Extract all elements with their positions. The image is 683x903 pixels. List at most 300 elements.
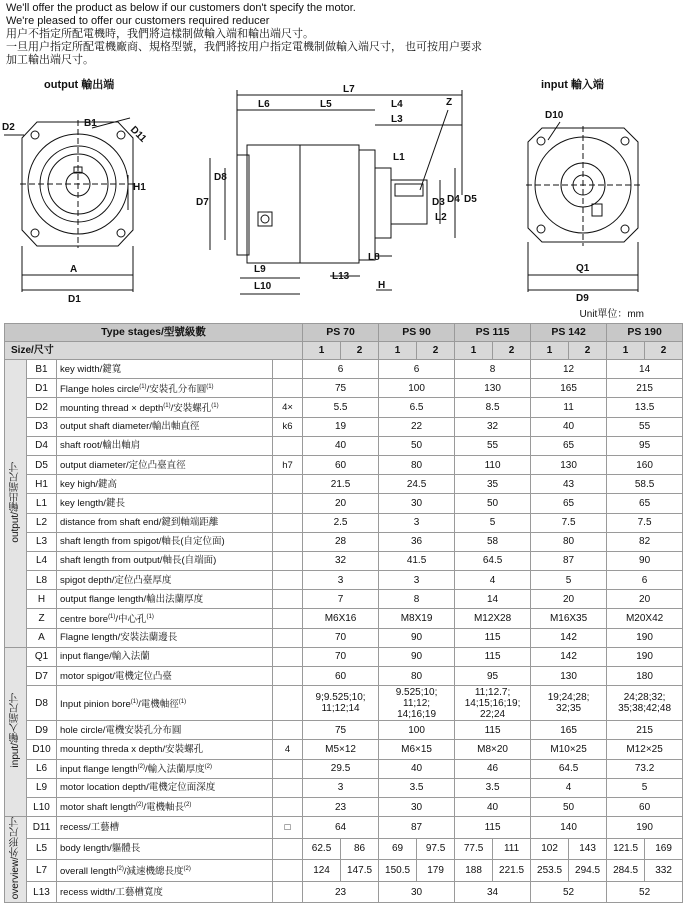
value-cell: M8×20 xyxy=(455,740,531,759)
description-text: distance from shaft end/鍵到軸端距離 xyxy=(60,517,219,529)
value-cell: 82 xyxy=(607,532,683,551)
param-modifier xyxy=(273,797,303,816)
value-cell: 97.5 xyxy=(417,838,455,860)
value-cell: 12 xyxy=(531,360,607,379)
value-cell: 115 xyxy=(455,817,531,839)
value-cell xyxy=(531,686,607,721)
value-cell: M5×12 xyxy=(303,740,379,759)
param-symbol: D5 xyxy=(27,455,57,474)
param-symbol: Q1 xyxy=(27,647,57,666)
table-row xyxy=(5,667,683,686)
value-cell: 90 xyxy=(607,551,683,570)
label-L8: L8 xyxy=(368,252,380,263)
footnote-mark: (2) xyxy=(136,802,144,809)
stage-header: 2 xyxy=(493,342,531,360)
value-cell: 6.5 xyxy=(379,398,455,417)
model-header: PS 70 xyxy=(303,324,379,342)
value-cell: 190 xyxy=(607,817,683,839)
param-modifier xyxy=(273,778,303,797)
description-text: motor location depth/電機定位面深度 xyxy=(60,782,216,794)
footnote-mark: (1) xyxy=(178,698,187,705)
value-cell: 23 xyxy=(303,881,379,903)
param-modifier xyxy=(273,721,303,740)
description-text: key width/鍵寬 xyxy=(60,363,122,375)
param-description xyxy=(57,475,273,494)
value-cell: 8 xyxy=(379,590,455,609)
description-text: output flange length/輸出法蘭厚度 xyxy=(60,593,204,605)
param-modifier xyxy=(273,838,303,860)
param-modifier xyxy=(273,551,303,570)
param-symbol: L4 xyxy=(27,551,57,570)
value-cell: 20 xyxy=(607,590,683,609)
label-L6: L6 xyxy=(258,99,270,110)
param-symbol: D2 xyxy=(27,398,57,417)
label-Q1: Q1 xyxy=(576,263,590,274)
table-row xyxy=(5,494,683,513)
description-text: recess/工藝槽 xyxy=(60,821,120,833)
value-cell: 29.5 xyxy=(303,759,379,778)
param-symbol: D1 xyxy=(27,379,57,398)
section-title: overview/外形尺寸 xyxy=(10,817,21,900)
label-L13: L13 xyxy=(332,271,350,282)
table-row xyxy=(5,571,683,590)
value-cell: 52 xyxy=(607,881,683,903)
value-cell: 50 xyxy=(455,494,531,513)
param-symbol: D3 xyxy=(27,417,57,436)
param-symbol: D4 xyxy=(27,436,57,455)
table-row xyxy=(5,417,683,436)
value-cell: 95 xyxy=(455,667,531,686)
value-cell: 60 xyxy=(303,455,379,474)
param-symbol: B1 xyxy=(27,360,57,379)
param-description xyxy=(57,513,273,532)
value-cell: 179 xyxy=(417,860,455,882)
intro-line: 用户不指定所配電機時，我們將這樣制做輸入端和輸出端尺寸。 xyxy=(6,28,314,40)
stage-header: 1 xyxy=(531,342,569,360)
footnote-mark: (1) xyxy=(146,613,154,620)
value-cell: 50 xyxy=(531,797,607,816)
value-cell: 169 xyxy=(645,838,683,860)
value-cell: 23 xyxy=(303,797,379,816)
value-cell: 5 xyxy=(607,778,683,797)
param-symbol: Z xyxy=(27,609,57,628)
table-row xyxy=(5,686,683,721)
param-symbol: L3 xyxy=(27,532,57,551)
label-D8: D8 xyxy=(214,172,227,183)
value-cell: 40 xyxy=(379,759,455,778)
label-H1: H1 xyxy=(133,182,146,193)
value-cell: 22 xyxy=(379,417,455,436)
label-D11: D11 xyxy=(127,124,149,145)
value-cell: 8.5 xyxy=(455,398,531,417)
param-description xyxy=(57,551,273,570)
param-symbol: L8 xyxy=(27,571,57,590)
param-description xyxy=(57,436,273,455)
description-text: motor shaft length xyxy=(60,802,137,814)
value-cell: 3.5 xyxy=(379,778,455,797)
table-row xyxy=(5,590,683,609)
intro-line: We're pleased to offer our customers required reducer xyxy=(6,15,270,27)
value-cell: 13.5 xyxy=(607,398,683,417)
value-cell: 58 xyxy=(455,532,531,551)
footnote-mark: (1) xyxy=(163,402,171,409)
value-cell: 142 xyxy=(531,628,607,647)
label-A: A xyxy=(70,264,78,275)
value-cell: 100 xyxy=(379,721,455,740)
description-text: mounting threda x depth/安裝螺孔 xyxy=(60,743,204,755)
label-L1: L1 xyxy=(393,152,405,163)
value-cell: 60 xyxy=(303,667,379,686)
value-cell: 143 xyxy=(569,838,607,860)
label-Z: Z xyxy=(446,97,453,108)
value-cell: 332 xyxy=(645,860,683,882)
value-cell: 70 xyxy=(303,628,379,647)
header-row-models xyxy=(5,324,683,342)
value-cell: 40 xyxy=(303,436,379,455)
value-cell: 64.5 xyxy=(455,551,531,570)
type-stages-header: Type stages/型號級數 xyxy=(5,324,303,342)
stage-header: 1 xyxy=(455,342,493,360)
label-L7: L7 xyxy=(343,84,355,95)
param-description xyxy=(57,860,273,882)
param-modifier: h7 xyxy=(273,455,303,474)
description-text: Input pinion bore xyxy=(60,698,131,710)
param-modifier xyxy=(273,647,303,666)
value-cell: 75 xyxy=(303,379,379,398)
value-line: 14;16;19 xyxy=(397,708,437,720)
param-description xyxy=(57,667,273,686)
output-title: output 輸出端 xyxy=(44,79,115,91)
param-symbol: D9 xyxy=(27,721,57,740)
header-row-stages xyxy=(5,342,683,360)
value-cell: 284.5 xyxy=(607,860,645,882)
value-cell: 115 xyxy=(455,721,531,740)
param-modifier xyxy=(273,609,303,628)
value-cell: 24.5 xyxy=(379,475,455,494)
value-line: 32;35 xyxy=(556,703,582,715)
value-cell: 4 xyxy=(531,778,607,797)
value-cell: 115 xyxy=(455,628,531,647)
value-cell: 86 xyxy=(341,838,379,860)
description-text: /安裝孔分布圓 xyxy=(146,383,207,395)
value-line: 11;12;14 xyxy=(321,703,360,715)
value-cell: 14 xyxy=(455,590,531,609)
description-text: mounting thread × depth xyxy=(60,403,164,415)
stage-header: 2 xyxy=(341,342,379,360)
label-L2: L2 xyxy=(435,212,447,223)
value-cell: 52 xyxy=(531,881,607,903)
label-L10: L10 xyxy=(254,281,272,292)
param-symbol: D10 xyxy=(27,740,57,759)
value-cell: 32 xyxy=(303,551,379,570)
value-cell: 130 xyxy=(455,379,531,398)
value-cell: 69 xyxy=(379,838,417,860)
section-title: input/輸入端尺寸 xyxy=(10,693,21,768)
model-header: PS 90 xyxy=(379,324,455,342)
label-D3: D3 xyxy=(432,197,445,208)
param-description xyxy=(57,628,273,647)
param-symbol: L7 xyxy=(27,860,57,882)
param-description xyxy=(57,609,273,628)
value-cell: M12×25 xyxy=(607,740,683,759)
value-cell: 60 xyxy=(607,797,683,816)
footnote-mark: (1) xyxy=(211,402,219,409)
value-cell: 110 xyxy=(455,455,531,474)
label-D1: D1 xyxy=(68,294,81,305)
value-cell: M20X42 xyxy=(607,609,683,628)
value-cell: 35 xyxy=(455,475,531,494)
table-row xyxy=(5,778,683,797)
value-cell: 62.5 xyxy=(303,838,341,860)
param-modifier xyxy=(273,590,303,609)
value-cell: 3 xyxy=(379,513,455,532)
label-L4: L4 xyxy=(391,99,403,110)
value-line: 35;38;42;48 xyxy=(618,703,671,715)
value-cell: 11 xyxy=(531,398,607,417)
table-row xyxy=(5,759,683,778)
value-cell: 41.5 xyxy=(379,551,455,570)
stage-header: 2 xyxy=(569,342,607,360)
param-modifier xyxy=(273,571,303,590)
value-cell: 50 xyxy=(379,436,455,455)
value-cell: 65 xyxy=(531,436,607,455)
intro-line: 一旦用户指定所配電機廠商、規格型號，我們將按用户指定電機制做輸入端尺寸， 也可按用户要求 xyxy=(6,41,483,53)
value-cell: M8X19 xyxy=(379,609,455,628)
param-symbol: L6 xyxy=(27,759,57,778)
footnote-mark: (2) xyxy=(184,802,192,809)
param-modifier xyxy=(273,860,303,882)
input-title: input 輸入端 xyxy=(541,79,604,91)
value-cell: 30 xyxy=(379,494,455,513)
label-D4: D4 xyxy=(447,194,460,205)
value-cell: 64 xyxy=(303,817,379,839)
value-cell: 80 xyxy=(379,667,455,686)
value-cell: 28 xyxy=(303,532,379,551)
table-row xyxy=(5,797,683,816)
table-row xyxy=(5,628,683,647)
value-line: 11;12; xyxy=(403,697,431,709)
description-text: shaft length from spigot/軸長(自定位面) xyxy=(60,536,225,548)
drawing-svg xyxy=(0,80,656,318)
value-cell: 40 xyxy=(531,417,607,436)
param-modifier xyxy=(273,436,303,455)
footnote-mark: (1) xyxy=(108,613,116,620)
value-cell: 124 xyxy=(303,860,341,882)
value-cell: 150.5 xyxy=(379,860,417,882)
value-cell: 102 xyxy=(531,838,569,860)
stage-header: 1 xyxy=(607,342,645,360)
param-symbol: L5 xyxy=(27,838,57,860)
value-cell: 55 xyxy=(607,417,683,436)
table-row xyxy=(5,532,683,551)
param-modifier xyxy=(273,475,303,494)
param-description xyxy=(57,778,273,797)
value-cell: 221.5 xyxy=(493,860,531,882)
value-cell: 5 xyxy=(531,571,607,590)
table-body xyxy=(5,324,683,903)
value-cell xyxy=(455,686,531,721)
value-line: 19;24;28; xyxy=(547,692,590,704)
value-cell: 34 xyxy=(455,881,531,903)
table-row xyxy=(5,475,683,494)
footnote-mark: (2) xyxy=(137,764,145,771)
value-cell: 180 xyxy=(607,667,683,686)
param-symbol: D8 xyxy=(27,686,57,721)
description-text: /電機軸長 xyxy=(143,802,185,814)
param-symbol: D7 xyxy=(27,667,57,686)
value-cell: 4 xyxy=(455,571,531,590)
description-text: input flange length xyxy=(60,764,138,776)
value-cell: M6×15 xyxy=(379,740,455,759)
param-modifier xyxy=(273,513,303,532)
value-cell: 65 xyxy=(531,494,607,513)
value-cell: 90 xyxy=(379,647,455,666)
param-description xyxy=(57,417,273,436)
description-text: key length/鍵長 xyxy=(60,497,125,509)
value-cell: 160 xyxy=(607,455,683,474)
param-description xyxy=(57,721,273,740)
table-row xyxy=(5,513,683,532)
stage-header: 2 xyxy=(645,342,683,360)
value-cell xyxy=(303,686,379,721)
description-text: input flange/輸入法蘭 xyxy=(60,651,150,663)
description-text: overall length xyxy=(60,866,117,878)
value-cell: 3 xyxy=(303,571,379,590)
value-cell: M10×25 xyxy=(531,740,607,759)
value-cell: 43 xyxy=(531,475,607,494)
description-text: output shaft diameter/輸出軸直徑 xyxy=(60,421,200,433)
value-cell: 58.5 xyxy=(607,475,683,494)
value-cell: 73.2 xyxy=(607,759,683,778)
description-text: key high/鍵高 xyxy=(60,478,118,490)
value-cell: 5.5 xyxy=(303,398,379,417)
description-text: Flagne length/安裝法蘭邊長 xyxy=(60,632,178,644)
table-row xyxy=(5,721,683,740)
value-cell: 100 xyxy=(379,379,455,398)
label-L3: L3 xyxy=(391,114,403,125)
label-D9: D9 xyxy=(576,293,589,304)
value-cell: 165 xyxy=(531,721,607,740)
param-modifier xyxy=(273,667,303,686)
description-text: /中心孔 xyxy=(115,614,147,626)
unit-label: Unit單位：mm xyxy=(579,309,644,320)
value-cell: 20 xyxy=(303,494,379,513)
param-modifier: 4× xyxy=(273,398,303,417)
value-cell xyxy=(607,686,683,721)
intro-line: We'll offer the product as below if our customers don't specify the motor. xyxy=(6,2,356,14)
param-modifier: 4 xyxy=(273,740,303,759)
param-modifier xyxy=(273,759,303,778)
param-symbol: A xyxy=(27,628,57,647)
value-cell: M16X35 xyxy=(531,609,607,628)
value-cell: 5 xyxy=(455,513,531,532)
description-text: hole circle/電機安裝孔分布圓 xyxy=(60,724,182,736)
model-header: PS 190 xyxy=(607,324,683,342)
param-modifier: □ xyxy=(273,817,303,839)
value-cell: 7.5 xyxy=(607,513,683,532)
description-text: body length/軀體長 xyxy=(60,843,141,855)
value-cell: 90 xyxy=(379,628,455,647)
value-cell: 121.5 xyxy=(607,838,645,860)
stage-header: 2 xyxy=(417,342,455,360)
value-line: 22;24 xyxy=(480,708,506,720)
table-row xyxy=(5,881,683,903)
label-L5: L5 xyxy=(320,99,332,110)
value-cell: 142 xyxy=(531,647,607,666)
footnote-mark: (2) xyxy=(183,865,191,872)
value-cell: 3 xyxy=(303,778,379,797)
label-D2: D2 xyxy=(2,122,15,133)
value-cell: 294.5 xyxy=(569,860,607,882)
value-cell: 36 xyxy=(379,532,455,551)
value-cell: 253.5 xyxy=(531,860,569,882)
value-cell: 3.5 xyxy=(455,778,531,797)
table-row xyxy=(5,647,683,666)
description-text: /輸入法蘭厚度 xyxy=(145,764,205,776)
value-cell: 64.5 xyxy=(531,759,607,778)
param-modifier xyxy=(273,628,303,647)
footnote-mark: (1) xyxy=(206,383,214,390)
table-row xyxy=(5,379,683,398)
value-line: 24;28;32; xyxy=(623,692,666,704)
description-text: /電機軸徑 xyxy=(138,698,179,710)
param-modifier xyxy=(273,532,303,551)
value-cell: 80 xyxy=(531,532,607,551)
param-modifier xyxy=(273,360,303,379)
param-description xyxy=(57,494,273,513)
value-cell: 6 xyxy=(303,360,379,379)
value-cell: 21.5 xyxy=(303,475,379,494)
description-text: motor spigot/電機定位凸臺 xyxy=(60,670,172,682)
value-cell: 6 xyxy=(607,571,683,590)
param-modifier xyxy=(273,494,303,513)
description-text: Flange holes circle xyxy=(60,383,140,395)
label-D5: D5 xyxy=(464,194,477,205)
intro-text xyxy=(6,2,646,67)
value-cell: 115 xyxy=(455,647,531,666)
value-cell: 87 xyxy=(531,551,607,570)
param-description xyxy=(57,590,273,609)
value-cell: 190 xyxy=(607,647,683,666)
param-modifier xyxy=(273,881,303,903)
value-cell: 130 xyxy=(531,667,607,686)
param-symbol: L1 xyxy=(27,494,57,513)
param-description xyxy=(57,398,273,417)
value-cell: 14 xyxy=(607,360,683,379)
label-D10: D10 xyxy=(545,110,564,121)
table-row xyxy=(5,817,683,839)
param-symbol: H xyxy=(27,590,57,609)
param-symbol: L13 xyxy=(27,881,57,903)
value-cell: 188 xyxy=(455,860,493,882)
value-cell: 55 xyxy=(455,436,531,455)
table-row xyxy=(5,551,683,570)
value-line: 11;12.7; xyxy=(474,686,511,698)
technical-drawings xyxy=(0,80,656,318)
param-description xyxy=(57,838,273,860)
param-symbol: L9 xyxy=(27,778,57,797)
description-text: spigot depth/定位凸臺厚度 xyxy=(60,574,172,586)
value-cell: 7 xyxy=(303,590,379,609)
description-text: output diameter/定位凸臺直徑 xyxy=(60,459,186,471)
footnote-mark: (1) xyxy=(139,383,147,390)
value-cell: 140 xyxy=(531,817,607,839)
value-cell: M6X16 xyxy=(303,609,379,628)
value-cell: 70 xyxy=(303,647,379,666)
value-cell: 77.5 xyxy=(455,838,493,860)
footnote-mark: (2) xyxy=(116,865,124,872)
table-row xyxy=(5,609,683,628)
